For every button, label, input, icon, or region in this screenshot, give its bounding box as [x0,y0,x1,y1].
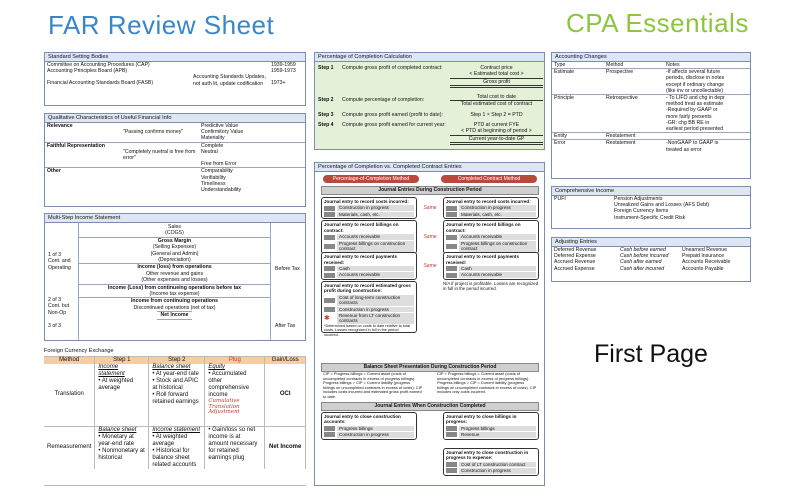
ci-item: Foreign Currency Items [614,208,669,215]
fx-step-item: At weighted average [152,433,188,447]
panel-header: Multi-Step Income Statement [45,214,305,223]
pufi-label: PUFI [554,196,566,202]
left-title: FAR Review Sheet [48,10,275,40]
poc-calc: Contract price [480,65,513,71]
fx-title: Foreign Currency Exchange [44,348,114,354]
qc-item: Confirmitory Value [201,129,244,136]
ac-method: Restatement [604,133,664,140]
je-box [443,220,539,253]
adj-account: Accounts Receivable [682,259,731,266]
is-gross-margin: Gross Margin [78,237,271,244]
cc-method-pill: Completed Contract Method [441,175,537,183]
adj-account: Prepaid Insurance [682,253,725,260]
je-box [321,220,417,253]
panel-header: Percentage of Completion Calculation [315,53,544,62]
fx-step-item: Roll forward retained earnings [152,392,199,405]
je-account: Revenue from LT construction contracts [337,313,414,324]
qc-group-label: Relevance [47,123,73,129]
fx-step-item: At weighted average [98,378,134,391]
body-note: Accounting Standards Updates, not auth lit, update codification [193,74,266,87]
je-account: Construction in progress [337,432,414,437]
adj-type: Deferred Expense [554,253,596,260]
qc-quote: "Passing confirms money" [123,129,184,136]
same-arrow-label: Same [423,263,437,269]
je-box [443,197,539,219]
ac-note: periods, disclose in notes [666,75,725,82]
poc-desc: Compute gross profit earned for current year: [342,122,446,128]
qc-item: Comparability [199,168,305,175]
ac-type: Entity [552,133,604,140]
side-label: 1 of 3 [48,252,61,258]
adj-account: Unearned Revenue [682,247,727,253]
ac-col: Type [554,62,566,68]
panel-header: Adjusting Entries [552,238,750,247]
panel-header: Accounting Changes [552,53,750,62]
body-years: 1939-1959 [271,62,296,68]
standard-setting-panel [44,52,306,106]
je-account: Progress billings on construction contract [459,241,536,252]
je-title: Journal entry to close construction in progress to expense: [446,450,529,461]
side-label: 2 of 3 [48,297,61,303]
ac-method: Prospective [604,69,664,95]
multistep-panel [44,213,306,341]
je-account: Cash [337,266,414,271]
fx-step-item: Gain/loss so net income is at amount necessary for retained earnings plug [208,426,258,461]
je-account: Construction in progress [459,468,536,473]
fx-method: Remeasurement [44,426,95,469]
ac-col: Notes [666,62,680,68]
je-title: Journal entry to record costs incurred: [324,198,409,204]
je-account: Cash [459,266,536,271]
je-account: Revenue [459,432,536,437]
je-account: Construction in progress [337,205,414,210]
poc-desc: Compute gross profit of completed contract: [342,65,443,71]
side-label: Cont. and [48,258,71,265]
right-title: CPA Essentials [566,8,749,38]
qc-group-label: Faithful Representation [45,142,121,149]
section-bar: Balance Sheet Presentation During Construction Period [321,363,539,372]
je-title: Journal entry to record payments received: [324,254,398,265]
fx-step-item: Historical for balance sheet related accounts [152,447,197,468]
is-ga: (General and Admin) [150,250,199,257]
poc-method-pill: Percentage-of-Completion Method [323,175,419,183]
poc-desc: Compute gross profit earned (profit to date): [342,112,443,118]
poc-calc: Total estimated cost of contract [460,101,533,107]
fx-col-step1: Step 1 [95,357,149,364]
je-box [443,412,539,440]
poc-calc: PTD at current FYE [473,122,520,128]
ci-item: Instrument-Specific Credit Risk [614,214,686,221]
is-cogs: (COGS) [165,230,184,237]
panel-header: Standard Setting Bodies [45,53,305,62]
is-selling: (Selling Expenses) [152,244,197,251]
side-label: Cont. but [48,303,70,310]
adj-account: Accounts Payable [682,265,724,272]
fx-gainloss: Net Income [265,426,306,469]
side-label: Operating [48,264,71,271]
fx-step-title: Equity [208,364,226,370]
je-account: Accounts receivable [459,272,536,277]
adj-timing: Cash before earned [620,247,666,253]
poc-calc: < PTD at beginning of period > [450,128,543,135]
is-income-cont-bt: Income (Loss) from continueing operations before tax [78,284,271,291]
qc-item: Complete [199,142,305,149]
poc-panel [314,52,545,150]
ac-method: Retrospective [604,95,664,133]
fx-method: Translation [44,364,95,426]
fx-col-method: Method [44,357,95,364]
ac-type: Estimate [552,69,604,95]
body-years: 1973+ [271,80,286,87]
je-account: Materials, cash, etc. [459,212,536,217]
je-account: Construction in progress [459,205,536,210]
ac-type: Error [552,140,604,153]
ac-note: -Required by GAAP or [666,107,718,114]
poc-calc: Step 1 × Step 2 = PTD [470,112,523,118]
is-net-income: Net Income [157,311,193,319]
before-tax-label: Before Tax [275,266,300,272]
ac-method: Restatement [604,140,664,153]
je-box [321,197,417,219]
qc-item: Understandability [201,187,242,194]
ac-note: treated as error [666,146,702,153]
ac-note: (like inv or uncollectable) [666,87,724,94]
adj-type: Accrued Expense [554,265,595,272]
same-arrow-label: Same [423,205,437,211]
after-tax-label: After Tax [275,323,296,329]
fx-step-item: Monetary at year-end rate [98,433,135,447]
ci-item: Pension Adjustments [614,196,663,202]
poc-step: Step 2 [318,97,334,104]
side-label: Non-Op [48,309,67,316]
ac-note: - To LIFO and chg in depr [666,95,725,102]
qc-quote: "Completely nuetral is free from error" [123,148,196,162]
is-sales: Sales [168,224,181,230]
je-account: Accounts receivable [337,272,414,277]
je-account: Cost of long-term construction contracts [337,295,414,306]
poc-desc: Compute percentage of completion: [342,97,425,104]
qc-item: Materiality [201,135,225,142]
je-account: Accounts receivable [337,234,414,239]
body-name: Accounting Principles Board (APB) [47,68,128,75]
fx-col-step2: Step 2 [149,357,205,364]
fx-step-title: Balance sheet [152,364,191,370]
je-box [321,412,417,440]
je-title: Journal entry to close billings in progress: [446,414,517,425]
panel-header: Percentage of Completion vs. Completed Contract Entries [315,163,544,172]
ac-note: more fairly presents [666,113,712,120]
fx-step-item: Nonmonetary at historical [98,447,145,461]
section-bar: Journal Entries When Construction Completed [321,402,539,411]
fx-step-title: Balance sheet [98,426,137,433]
panel-header: Comprehensive Income [552,187,750,196]
qc-item: Neutral [201,148,218,155]
is-other-exp: (Other expenses and losses) [141,277,208,284]
fx-step-title: Income statement [152,426,201,433]
je-account: Progress billings [337,426,414,431]
section-bar: Journal Entries During Construction Period [321,186,539,195]
je-account: Cost of LT construction contract [459,462,536,467]
is-income-ops: Income (loss) from operations [78,263,271,270]
poc-calc: Total cost to date [450,94,543,101]
adj-timing: Cash after incurred [620,265,665,272]
fx-panel: Method Step 1 Step 2 Plug Gain/Loss Translation Income statement • At weighted average Balance sheet • At year-end rate • Stock and APIC at historical • Roll forward retained earnings Equity • Accumulated other comprehensive income Cumulative Translation Adjustment OCI Remeasurement Balance sheet • Monetary at year-end rate • Nonmonetary at historical Income statement • At weighted average • Historical for balance sheet related accounts • Gain/loss so net income is at amount necessary for retained earnings plug Net Income [44,356,306,486]
poc-step: Step 1 [318,65,334,71]
ac-note: -If affects several future [666,69,721,76]
je-account: Progress billings on construction contract [337,241,414,252]
fx-step-title: Income statement [98,364,125,377]
ci-item: Unrealized Gains and Losses (AFS Debt) [614,202,710,209]
body-name: Committee on Accounting Procedures (CAP) [47,62,150,68]
qualitative-panel [44,113,306,207]
poc-step: Step 4 [318,122,334,128]
adj-timing: Cash after earned [620,259,662,266]
ac-col: Method [606,62,624,68]
body-name: Financial Accounting Standards Board (FASB) [47,80,154,87]
is-tax: (Income tax expense) [149,291,200,298]
je-title: Journal entry to record billings on contract: [324,222,399,233]
first-page-label: First Page [594,340,708,368]
ac-note: earliest period presented [666,126,724,133]
fx-step-item: Accumulated other comprehensive income [208,371,250,398]
adjusting-entries-panel [551,237,751,282]
adj-timing: Cash before incurred [620,253,669,260]
adj-type: Deferred Revenue [554,247,597,253]
fx-col-gainloss: Gain/Loss [265,357,306,364]
je-title: Journal entry to record payments received: [446,254,520,265]
ac-note: -GR: chg BB RE in [666,119,710,126]
qc-group-label: Other [45,168,121,175]
fx-gainloss: OCI [265,364,306,426]
je-box [443,448,539,476]
je-account: Progress billings [459,426,536,431]
ac-type: Principle [552,95,604,133]
qc-item: Free from Error [201,161,237,168]
je-box [443,252,539,280]
is-discontinued: Discontinued operations (net of tax) [133,304,216,311]
ac-note: -NonGAAP to GAAP is [666,140,719,147]
poc-calc: Current year-to-date GP [450,136,543,145]
bs-right-note: CIP > Progress billings = Current asset (costs of uncompleted contracts in excess of progress billings). Progress billings > CIP = Current liability (progress billings on uncompleted contracts in excess of costs). CIP includes only costs incurred. [437,371,537,394]
fx-step-item: At year-end rate [155,371,199,377]
same-arrow-label: Same [423,234,437,240]
ac-note: except if ordinary change [666,81,724,88]
is-depreciation: (Depreciation) [158,257,191,264]
is-income-cont: Income from continuing operations [78,297,271,304]
body-years: 1959-1973 [271,68,296,75]
qc-item: Timeliness [201,180,226,187]
panel-header: Qualitative Characteristics of Useful Financial Info [45,114,305,123]
fx-col-plug: Plug [205,357,265,364]
je-title: Journal entry to close construction accounts: [324,414,401,425]
qc-item: Verifiability [201,174,226,181]
fx-handwritten-note: Cumulative Translation Adjustment [208,398,240,416]
pvc-panel [314,162,545,486]
bs-left-note: CIP > Progress billings = Current asset (costs of uncompleted contracts in excess of progress billings). Progress billings > CIP = Current liability (progress billings on uncompleted contracts in excess of costs). CIP includes costs incurred and estimated gross profit earned to date. [323,371,423,399]
je-account: Accounts receivable [459,234,536,239]
je-box: Journal entry to record estimated gross profit during construction: Cost of long-term construction contracts Construction in progress ✱ Revenue from LT construction contracts *Determined based on costs to date relative to total costs. Losses recognized in full in the period incurred. [321,281,417,333]
poc-step: Step 3 [318,112,334,118]
je-title: Journal entry to record billings on contract: [446,222,521,233]
ac-note: method treat as estimate [666,101,724,108]
fx-step-item: Stock and APIC at historical [152,378,199,391]
qc-item: Predictive Value [201,123,239,129]
gp-note: *Determined based on costs to date relative to total costs. Losses recognized in full in the period incurred. [324,323,411,337]
poc-calc: < Estimated total cost > [450,71,543,78]
adj-type: Accrued Revenue [554,259,596,266]
accounting-changes-panel [551,52,751,179]
je-title: Journal entry to record estimated gross profit during construction: [324,283,411,294]
je-account: Construction in progress [337,307,414,312]
je-title: Journal entry to record costs incurred: [446,198,531,204]
poc-calc: Gross profit [450,79,543,88]
comprehensive-income-panel [551,186,751,229]
is-other-rev: Other revenue and gains [145,270,204,277]
side-label: 3 of 3 [48,323,61,329]
je-box [321,252,417,280]
je-account: Materials, cash, etc. [337,212,414,217]
na-note: N/A if project is profitable. Losses are recognized in full in the period incurred. [443,281,539,292]
